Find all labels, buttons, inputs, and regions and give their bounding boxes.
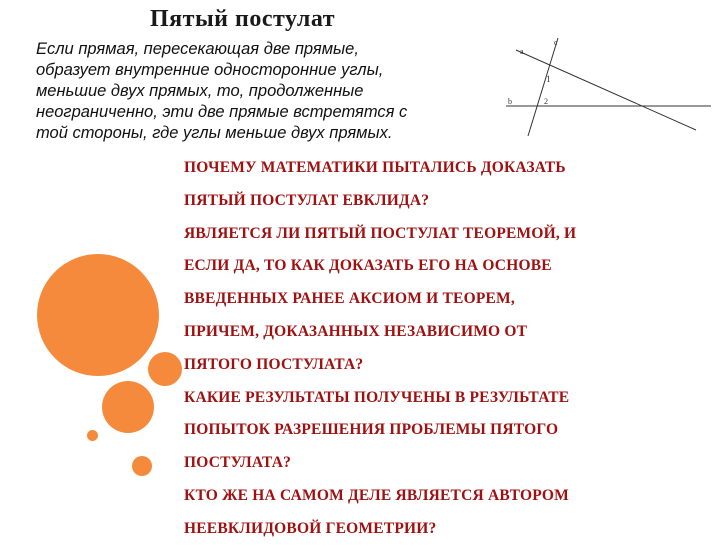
decorative-circle-large [37, 254, 159, 376]
decorative-circle-medium-2 [102, 381, 154, 433]
label-angle-1: 1 [546, 74, 551, 84]
question-line: КТО ЖЕ НА САМОМ ДЕЛЕ ЯВЛЯЕТСЯ АВТОРОМ [184, 486, 569, 504]
question-line: ПЯТЫЙ ПОСТУЛАТ ЕВКЛИДА? [184, 191, 430, 209]
definition-line: неограниченно, эти две прямые встретятся с [36, 103, 408, 121]
question-line: КАКИЕ РЕЗУЛЬТАТЫ ПОЛУЧЕНЫ В РЕЗУЛЬТАТЕ [184, 388, 570, 406]
question-line: ЯВЛЯЕТСЯ ЛИ ПЯТЫЙ ПОСТУЛАТ ТЕОРЕМОЙ, И [184, 224, 577, 242]
question-line: ПРИЧЕМ, ДОКАЗАННЫХ НЕЗАВИСИМО ОТ [184, 322, 528, 340]
definition-line: меньшие двух прямых, то, продолженные [36, 82, 364, 100]
decorative-circle-small [87, 430, 98, 441]
label-b: b [508, 97, 512, 106]
slide-title: Пятый постулат [150, 6, 335, 32]
postulate-definition [36, 39, 506, 144]
transversal-line-c [528, 38, 558, 136]
question-line: ЕСЛИ ДА, ТО КАК ДОКАЗАТЬ ЕГО НА ОСНОВЕ [184, 257, 552, 275]
definition-line: Если прямая, пересекающая две прямые, [36, 40, 359, 58]
question-line: ПОСТУЛАТА? [184, 454, 292, 472]
question-line: ПЯТОГО ПОСТУЛАТА? [184, 355, 364, 373]
decorative-circle-medium [148, 352, 182, 386]
label-c: c [554, 38, 558, 47]
question-line: ПОПЫТОК РАЗРЕШЕНИЯ ПРОБЛЕМЫ ПЯТОГО [184, 421, 559, 439]
label-angle-2: 2 [544, 97, 548, 106]
question-line: НЕЕВКЛИДОВОЙ ГЕОМЕТРИИ? [184, 519, 437, 537]
label-a: a [520, 47, 524, 56]
question-line: ПОЧЕМУ МАТЕМАТИКИ ПЫТАЛИСЬ ДОКАЗАТЬ [184, 159, 566, 176]
line-a [516, 50, 696, 130]
question-line: ВВЕДЕННЫХ РАНЕЕ АКСИОМ И ТЕОРЕМ, [184, 290, 515, 308]
decorative-circle-small-2 [132, 456, 152, 476]
definition-line: той стороны, где углы меньше двух прямых. [36, 124, 393, 142]
definition-line: образует внутренние односторонние углы, [36, 61, 384, 79]
questions-list [184, 152, 704, 546]
parallel-lines-diagram [496, 30, 716, 140]
